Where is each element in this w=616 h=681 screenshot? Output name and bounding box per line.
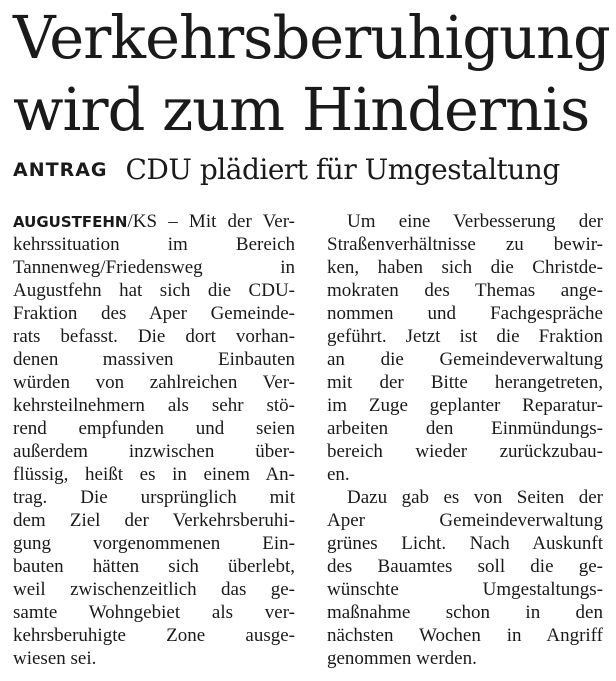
article-line: im Zuge geplanter Reparatur- <box>327 395 603 416</box>
article-line: Straßenverhältnisse zu bewir- <box>327 234 603 255</box>
article-line: weil zwischenzeitlich das ge- <box>13 579 295 600</box>
article-line: samte Wohngebiet als ver- <box>13 602 295 623</box>
article-line <box>13 210 295 233</box>
article-line: Fraktion des Aper Gemeinde- <box>13 303 295 324</box>
article-line-text: /KS – Mit der Ver- <box>127 211 295 232</box>
article-line: trag. Die ursprünglich mit <box>13 487 295 508</box>
article-line: bereich wieder zurückzubau- <box>327 441 603 462</box>
article-line: en. <box>327 464 350 485</box>
article-line: Tannenweg/Friedensweg in <box>13 257 295 278</box>
kicker <box>13 148 560 192</box>
article-line: mokraten des Themas ange- <box>327 280 603 301</box>
article-line: rend empfunden und seien <box>13 418 295 439</box>
headline-line-2: wird zum Hindernis <box>13 75 590 144</box>
article-line: bauten hätten sich überlebt, <box>13 556 295 577</box>
article-line: grünes Licht. Nach Auskunft <box>327 533 603 554</box>
article-line: denen massiven Einbauten <box>13 349 295 370</box>
article-line: dem Ziel der Verkehrsberuhi- <box>13 510 295 531</box>
article-line: ken, haben sich die Christde- <box>327 257 603 278</box>
article-line: an die Gemeindeverwaltung <box>327 349 603 370</box>
headline-line-1: Verkehrsberuhigung <box>13 3 610 72</box>
article-line: arbeiten den Einmündungs- <box>327 418 603 439</box>
article-line: kehrsteilnehmern als sehr stö- <box>13 395 295 416</box>
article-line: gung vorgenommenen Ein- <box>13 533 295 554</box>
article-line: maßnahme schon in den <box>327 602 603 623</box>
article-line: nommen und Fachgespräche <box>327 303 603 324</box>
article-line: flüssig, heißt es in einem An- <box>13 464 295 485</box>
article-line: Augustfehn hat sich die CDU- <box>13 280 295 301</box>
article-line: kehrssituation im Bereich <box>13 234 295 255</box>
article-line: Aper Gemeindeverwaltung <box>327 510 603 531</box>
article-line: wiesen sei. <box>13 648 97 669</box>
dateline: AUGUSTFEHN <box>13 213 128 231</box>
article-column-right <box>327 210 603 670</box>
article-column-left <box>13 210 295 670</box>
article-line: rats befasst. Die dort vorhan- <box>13 326 295 347</box>
article-line: würden von zahlreichen Ver- <box>13 372 295 393</box>
article-line: mit der Bitte herangetreten, <box>327 372 603 393</box>
article-line: Dazu gab es von Seiten der <box>347 487 603 508</box>
article-line: wünschte Umgestaltungs- <box>327 579 603 600</box>
article-line: des Bauamtes soll die ge- <box>327 556 603 577</box>
article-line: außerdem inzwischen über- <box>13 441 295 462</box>
kicker-subtitle: CDU plädiert für Umgestaltung <box>125 153 560 187</box>
article-line: Um eine Verbesserung der <box>347 211 603 232</box>
article-line: geführt. Jetzt ist die Fraktion <box>327 326 603 347</box>
headline <box>13 2 609 146</box>
article-line: nächsten Wochen in Angriff <box>327 625 603 646</box>
article-line: genommen werden. <box>327 648 477 669</box>
kicker-tag: ANTRAG <box>13 159 108 182</box>
article-line: kehrsberuhigte Zone ausge- <box>13 625 295 646</box>
